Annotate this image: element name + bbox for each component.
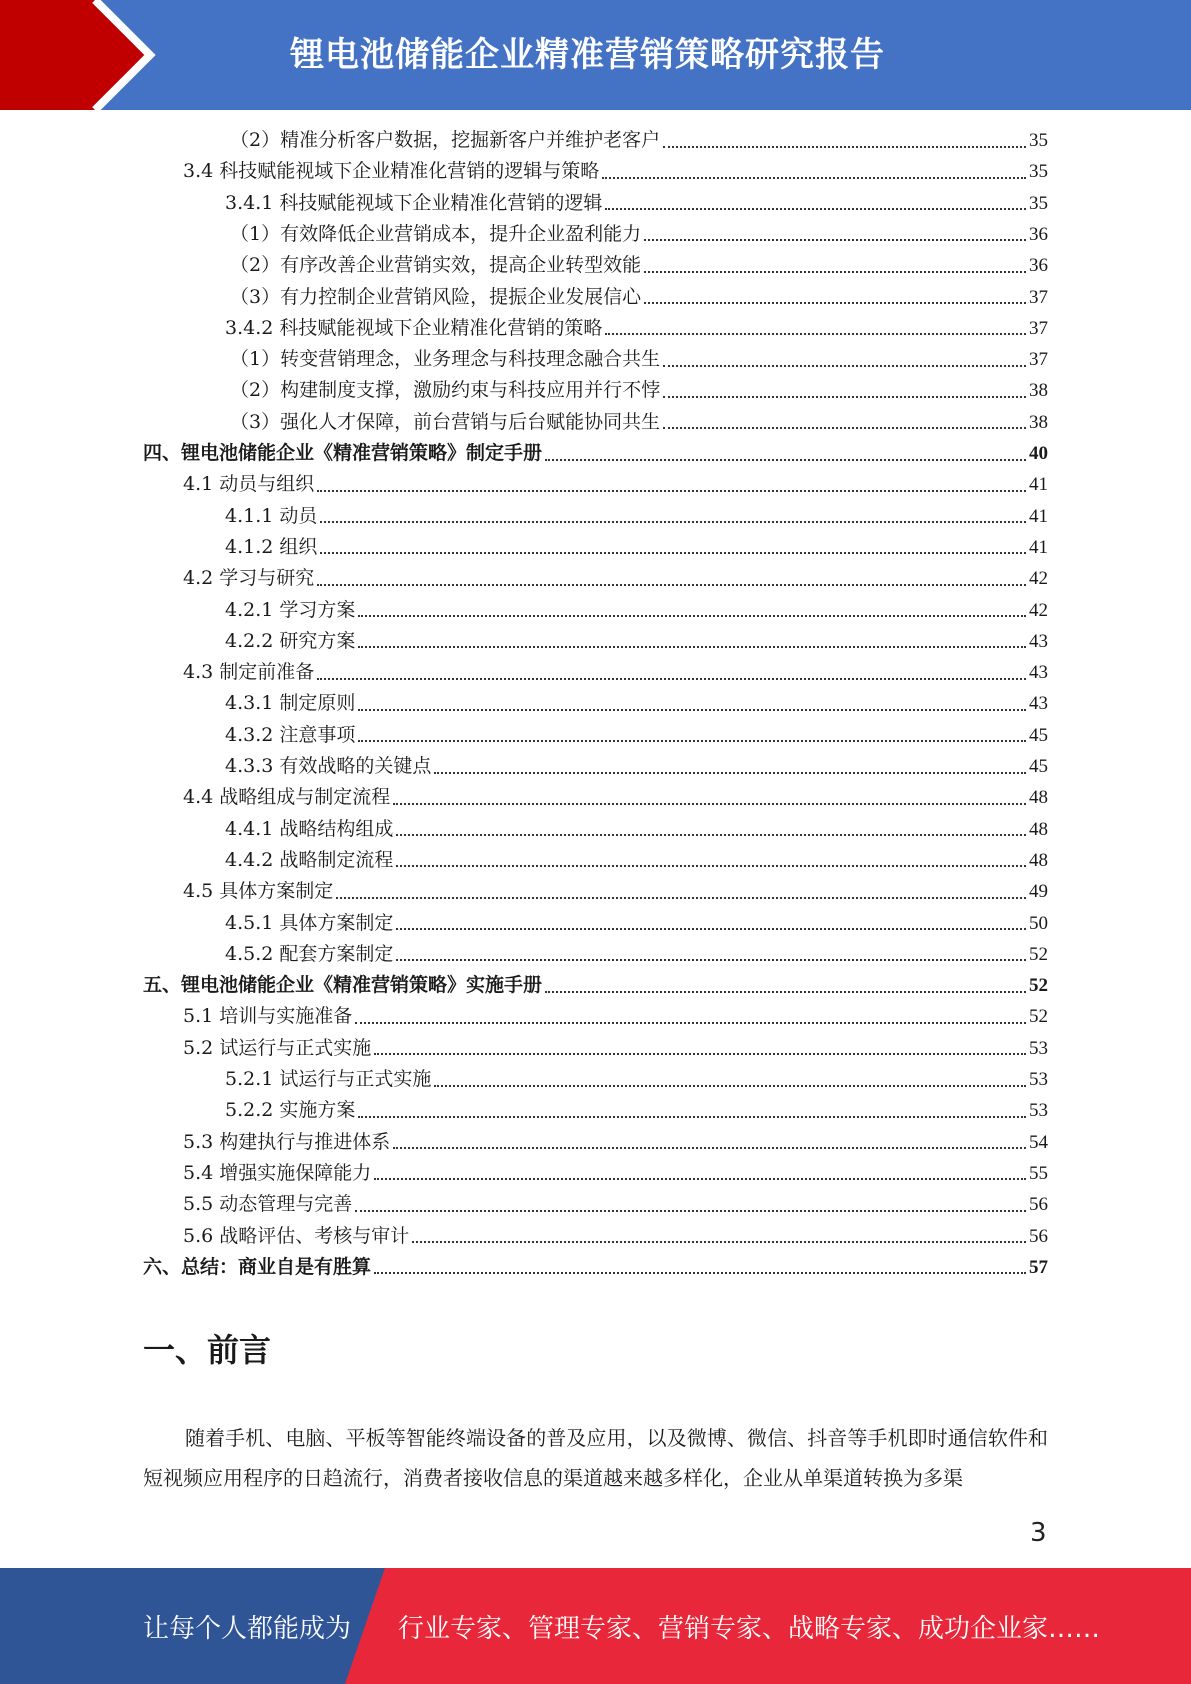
toc-entry-label: 4.2.1 学习方案 [225,598,356,621]
toc-entry-page: 43 [1029,630,1048,652]
toc-entry[interactable] [230,344,1048,375]
toc-entry-label: 4.4.1 战略结构组成 [225,817,394,840]
toc-dot-leader [644,271,1026,273]
toc-entry-label: （3）有力控制企业营销风险，提振企业发展信心 [230,285,642,308]
toc-entry-page: 41 [1029,536,1048,558]
toc-entry-page: 43 [1029,662,1048,684]
toc-entry-page: 48 [1029,849,1048,871]
toc-entry-page: 48 [1029,787,1048,809]
toc-entry-label: 4.5 具体方案制定 [183,880,334,903]
toc-dot-leader [358,1116,1026,1118]
toc-dot-leader [320,521,1026,523]
toc-entry[interactable] [225,688,1048,719]
toc-entry[interactable] [225,751,1048,782]
toc-dot-leader [374,1178,1026,1180]
toc-entry-label: 4.3.1 制定原则 [225,692,356,715]
toc-entry[interactable] [230,250,1048,281]
toc-entry-page: 40 [1029,443,1048,464]
toc-entry-page: 36 [1029,223,1048,245]
toc-dot-leader [355,1022,1026,1024]
toc-dot-leader [396,865,1026,867]
toc-entry[interactable] [183,469,1048,500]
toc-entry-label: 4.1.1 动员 [225,504,318,527]
toc-entry-label: （1）转变营销理念，业务理念与科技理念融合共生 [230,348,661,371]
toc-entry-label: 5.1 培训与实施准备 [183,1005,353,1028]
toc-entry-label: 4.1.2 组织 [225,535,318,558]
toc-dot-leader [644,239,1026,241]
toc-dot-leader [663,427,1026,429]
toc-entry-label: 5.3 构建执行与推进体系 [183,1130,391,1153]
toc-entry[interactable] [183,1033,1048,1064]
toc-entry-label: （1）有效降低企业营销成本，提升企业盈利能力 [230,222,642,245]
toc-dot-leader [393,803,1026,805]
section-heading: 一、前言 [143,1331,272,1369]
toc-entry[interactable] [183,1158,1048,1189]
toc-entry-page: 37 [1029,349,1048,371]
toc-entry[interactable] [183,782,1048,813]
toc-dot-leader [396,959,1026,961]
toc-entry-page: 54 [1029,1131,1048,1153]
toc-entry[interactable] [230,125,1048,156]
toc-entry-page: 35 [1029,192,1048,214]
toc-entry-label: 5.6 战略评估、考核与审计 [183,1224,410,1247]
toc-entry-page: 41 [1029,505,1048,527]
toc-entry-label: 5.4 增强实施保障能力 [183,1161,372,1184]
footer-slogan-right: 行业专家、管理专家、营销专家、战略专家、成功企业家…… [398,1614,1101,1644]
toc-entry-label: 3.4 科技赋能视域下企业精准化营销的逻辑与策略 [183,160,600,183]
toc-entry-page: 35 [1029,130,1048,151]
page-header [0,0,1191,110]
toc-dot-leader [393,1147,1026,1149]
toc-entry-label: 四、锂电池储能企业《精准营销策略》制定手册 [143,442,543,464]
toc-entry-label: （2）有序改善企业营销实效，提高企业转型效能 [230,254,642,277]
toc-entry-label: 4.4.2 战略制定流程 [225,848,394,871]
toc-entry-label: 5.2.1 试运行与正式实施 [225,1068,432,1090]
toc-dot-leader [317,490,1026,492]
toc-entry[interactable] [225,626,1048,657]
toc-entry-page: 52 [1029,975,1048,997]
toc-dot-leader [358,646,1026,648]
toc-dot-leader [412,1241,1026,1243]
toc-dot-leader [396,928,1026,930]
toc-entry-page: 37 [1029,317,1048,339]
toc-entry[interactable] [230,219,1048,250]
document-title: 锂电池储能企业精准营销策略研究报告 [290,35,885,75]
toc-entry[interactable] [143,1252,1048,1283]
toc-dot-leader [663,365,1026,367]
toc-entry-label: 五、锂电池储能企业《精准营销策略》实施手册 [143,974,543,997]
toc-entry-page: 45 [1029,756,1048,777]
toc-entry-page: 42 [1029,599,1048,621]
toc-entry-page: 43 [1029,693,1048,715]
toc-dot-leader [317,678,1026,680]
toc-entry-label: 4.3 制定前准备 [183,661,315,684]
page-number: 3 [1030,1518,1047,1548]
toc-entry[interactable] [225,532,1048,563]
toc-dot-leader [644,302,1026,304]
toc-entry-page: 35 [1029,161,1048,183]
toc-entry-label: 5.2.2 实施方案 [225,1099,356,1122]
toc-entry-label: 4.4 战略组成与制定流程 [183,786,391,809]
toc-entry-page: 37 [1029,286,1048,308]
toc-entry[interactable] [225,720,1048,751]
toc-dot-leader [434,1085,1026,1087]
toc-dot-leader [545,459,1026,461]
toc-entry-label: 5.2 试运行与正式实施 [183,1036,372,1059]
body-paragraph: 随着手机、电脑、平板等智能终端设备的普及应用，以及微博、微信、抖音等手机即时通信软件和短视频应用程序的日趋流行，消费者接收信息的渠道越来越多样化，企业从单渠道转换为多渠 [143,1426,1048,1490]
toc-entry-page: 56 [1029,1225,1048,1247]
toc-entry-label: （3）强化人才保障，前台营销与后台赋能协同共生 [230,410,661,433]
toc-entry[interactable] [183,1001,1048,1032]
toc-entry-label: 4.5.1 具体方案制定 [225,911,394,934]
toc-entry[interactable] [225,188,1048,219]
toc-entry[interactable] [225,313,1048,344]
toc-dot-leader [358,709,1026,711]
toc-dot-leader [320,552,1026,554]
toc-dot-leader [602,177,1026,179]
toc-entry[interactable] [225,814,1048,845]
footer-slogan-left: 让每个人都能成为 [143,1614,352,1644]
toc-entry[interactable] [225,1064,1048,1095]
toc-entry-page: 53 [1029,1069,1048,1090]
toc-entry[interactable] [225,908,1048,939]
toc-dot-leader [317,584,1026,586]
toc-entry-page: 57 [1029,1256,1048,1278]
page-footer [0,1568,1191,1684]
toc-entry[interactable] [225,845,1048,876]
toc-dot-leader [663,146,1026,148]
toc-dot-leader [336,897,1026,899]
toc-dot-leader [358,740,1026,742]
toc-entry[interactable] [225,501,1048,532]
toc-entry-label: 3.4.1 科技赋能视域下企业精准化营销的逻辑 [225,191,603,214]
toc-entry-page: 53 [1029,1037,1048,1059]
toc-entry[interactable] [183,657,1048,688]
toc-entry-label: 5.5 动态管理与完善 [183,1193,353,1216]
toc-entry[interactable] [230,282,1048,313]
toc-entry[interactable] [183,156,1048,187]
toc-entry-page: 42 [1029,568,1048,590]
toc-entry[interactable] [225,1095,1048,1126]
toc-entry-label: 4.2 学习与研究 [183,567,315,590]
toc-entry[interactable] [143,438,1048,469]
toc-entry-page: 41 [1029,474,1048,496]
toc-entry-page: 52 [1029,943,1048,965]
toc-dot-leader [605,333,1026,335]
toc-entry-page: 55 [1029,1162,1048,1184]
toc-entry-label: 3.4.2 科技赋能视域下企业精准化营销的策略 [225,316,603,339]
toc-entry[interactable] [230,375,1048,406]
toc-entry-page: 38 [1029,380,1048,402]
toc-entry[interactable] [225,595,1048,626]
toc-entry-label: （2）精准分析客户数据，挖掘新客户并维护老客户 [230,129,661,151]
toc-entry[interactable] [230,407,1048,438]
toc-entry-page: 36 [1029,255,1048,277]
toc-entry-label: 4.5.2 配套方案制定 [225,942,394,965]
toc-entry-label: 4.2.2 研究方案 [225,629,356,652]
toc-dot-leader [374,1272,1026,1274]
toc-dot-leader [545,991,1026,993]
toc-entry-label: 六、总结：商业自是有胜算 [143,1255,372,1278]
toc-entry-page: 56 [1029,1194,1048,1216]
toc-entry-page: 38 [1029,411,1048,433]
toc-entry-page: 53 [1029,1100,1048,1122]
toc-entry-page: 49 [1029,881,1048,903]
toc-entry[interactable] [183,1189,1048,1220]
toc-entry[interactable] [225,939,1048,970]
toc-dot-leader [396,834,1026,836]
toc-dot-leader [374,1053,1026,1055]
toc-entry-page: 48 [1029,818,1048,840]
toc-entry[interactable] [183,1221,1048,1252]
toc-entry[interactable] [143,970,1048,1001]
toc-entry-label: （2）构建制度支撑，激励约束与科技应用并行不悖 [230,379,661,402]
toc-entry-label: 4.3.2 注意事项 [225,723,356,746]
toc-dot-leader [434,772,1026,774]
toc-entry-label: 4.1 动员与组织 [183,473,315,496]
toc-entry-label: 4.3.3 有效战略的关键点 [225,755,432,777]
toc-entry[interactable] [183,563,1048,594]
toc-dot-leader [358,615,1026,617]
toc-entry[interactable] [183,876,1048,907]
toc-entry-page: 45 [1029,724,1048,746]
toc-entry-page: 52 [1029,1006,1048,1028]
toc-entry[interactable] [183,1127,1048,1158]
toc-dot-leader [663,396,1026,398]
toc-entry-page: 50 [1029,912,1048,934]
toc-dot-leader [605,208,1026,210]
toc-dot-leader [355,1210,1026,1212]
